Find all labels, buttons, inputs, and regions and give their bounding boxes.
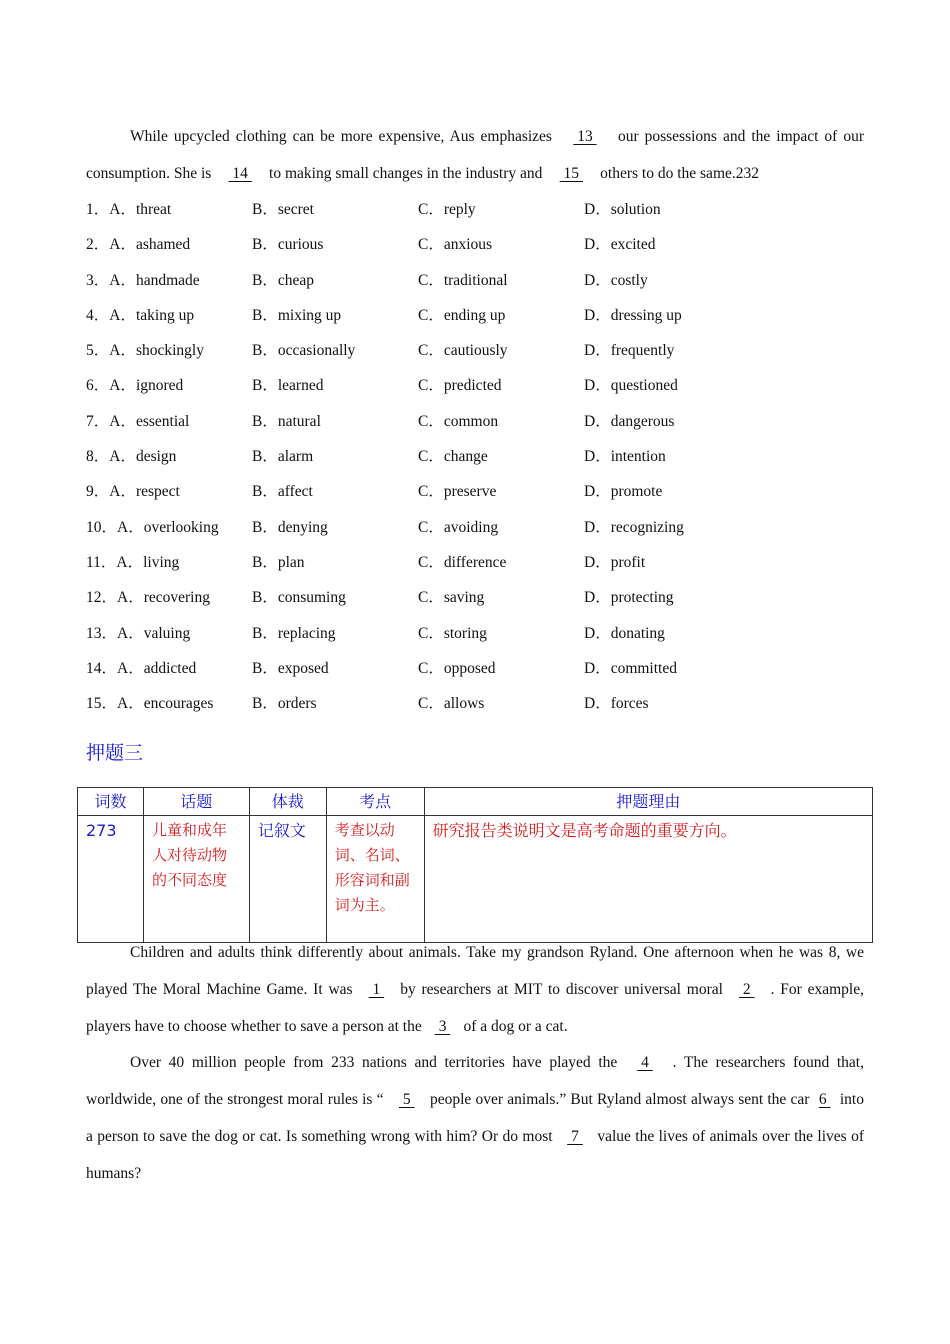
option-c: C．difference [418,553,507,571]
cell-word-count: 273 [78,816,144,943]
option-row [86,192,866,227]
blank-3: 3 [434,1018,451,1035]
option-c: C．predicted [418,377,502,395]
option-b: B．consuming [252,589,346,607]
option-d: D．frequently [584,342,675,360]
option-d: D．committed [584,659,677,677]
cell-reason: 研究报告类说明文是高考命题的重要方向。 [424,816,872,943]
option-c: C．opposed [418,659,496,677]
option-c: C．common [418,412,499,430]
option-row [86,616,866,651]
option-d: D．costly [584,271,648,289]
header-word-count: 词数 [78,788,144,816]
blank-1: 1 [368,981,385,998]
option-b: B．cheap [252,271,314,289]
option-c: C．traditional [418,271,508,289]
option-a: 10．A．overlooking [86,518,219,536]
option-a: 12．A．recovering [86,589,210,607]
passage2-paragraph-1 [86,934,864,1045]
option-b: B．plan [252,553,305,571]
blank-7: 7 [567,1128,583,1145]
option-d: D．forces [584,695,649,713]
option-row [86,368,866,403]
option-c: C．preserve [418,483,497,501]
option-b: B．mixing up [252,306,342,324]
blank-4: 4 [637,1054,653,1071]
option-b: B．secret [252,201,314,218]
option-b: B．denying [252,518,328,536]
blank-6: 6 [818,1091,831,1108]
passage1-text: While upcycled clothing can be more expensive, Aus emphasizes [130,128,558,145]
option-c: C．reply [418,201,476,218]
passage2-text: Over 40 million people from 233 nations and territories have played the [130,1054,625,1071]
option-row [86,439,866,474]
header-reason: 押题理由 [424,788,872,816]
option-c: C．anxious [418,236,493,254]
option-d: D．recognizing [584,518,684,536]
options-list [86,192,866,721]
passage2-text: by researchers at MIT to discover universal moral [394,981,729,998]
option-c: C．avoiding [418,518,499,536]
cell-topic: 儿童和成年人对待动物的不同态度 [143,816,249,943]
option-a: 15．A．encourages [86,695,214,713]
blank-14: 14 [228,165,252,182]
option-d: D．dressing up [584,306,682,324]
option-b: B．learned [252,377,324,395]
passage1-paragraph [86,118,864,192]
option-row [86,298,866,333]
option-a: 14．A．addicted [86,659,197,677]
passage2-paragraph-2 [86,1044,864,1192]
option-d: D．questioned [584,377,678,395]
blank-13: 13 [573,128,597,145]
option-a: 4．A．taking up [86,306,195,324]
option-c: C．change [418,448,488,466]
option-a: 5．A．shockingly [86,342,204,360]
option-b: B．exposed [252,659,329,677]
option-c: C．allows [418,695,485,713]
option-b: B．replacing [252,624,336,642]
option-d: D．dangerous [584,412,675,430]
option-b: B．affect [252,483,313,501]
cell-points: 考查以动词、名词、形容词和副词为主。 [326,816,424,943]
passage2-text: . For example, players have to choose whether to save a person at the [86,981,864,1035]
blank-15: 15 [559,165,583,182]
option-row [86,651,866,686]
passage1-text: others to do the same.232 [596,165,760,182]
option-row [86,263,866,298]
option-d: D．excited [584,236,656,254]
option-row [86,404,866,439]
option-d: D．protecting [584,589,674,607]
option-row [86,580,866,615]
option-b: B．occasionally [252,342,356,360]
option-a: 7．A．essential [86,412,190,430]
passage2-text: . The researchers found that, worldwide, one of the strongest moral rules is “ [86,1054,864,1108]
passage2-text: of a dog or a cat. [459,1018,568,1035]
passage2-text: into a person to save the dog or cat. Is something wrong with him? Or do most [86,1091,864,1145]
option-c: C．ending up [418,306,506,324]
option-b: B．orders [252,695,317,713]
option-a: 2．A．ashamed [86,236,191,254]
option-c: C．saving [418,589,485,607]
option-d: D．intention [584,448,666,466]
option-a: 9．A．respect [86,483,180,501]
option-d: D．promote [584,483,663,501]
option-c: C．cautiously [418,342,508,360]
option-d: D．donating [584,624,665,642]
option-row [86,474,866,509]
header-points: 考点 [326,788,424,816]
option-b: B．curious [252,236,324,254]
option-c: C．storing [418,624,487,642]
table-header-row [78,788,873,816]
header-genre: 体裁 [249,788,326,816]
passage1-text: to making small changes in the industry and [265,165,547,182]
option-a: 3．A．handmade [86,271,200,289]
option-d: D．profit [584,553,646,571]
option-row [86,510,866,545]
blank-5: 5 [399,1091,415,1108]
cell-genre: 记叙文 [249,816,326,943]
passage2-text: value the lives of animals over the lives of humans? [86,1128,864,1182]
option-a: 1．A．threat [86,201,172,218]
section-title: 押题三 [86,742,144,764]
option-b: B．natural [252,412,321,430]
option-row [86,545,866,580]
info-table [77,787,873,943]
option-row [86,333,866,368]
passage1-text: our possessions and the impact of our consumption. She is [86,128,864,182]
option-b: B．alarm [252,448,314,466]
option-a: 8．A．design [86,448,177,466]
blank-2: 2 [739,981,755,998]
header-topic: 话题 [143,788,249,816]
option-a: 11．A．living [86,553,180,571]
option-row [86,227,866,262]
option-a: 13．A．valuing [86,624,191,642]
passage2-text: Children and adults think differently about animals. Take my grandson Ryland. One afternoon when he was 8, we played The Moral Machine Game. It was [86,944,864,998]
table-row [78,816,873,943]
option-d: D．solution [584,201,661,218]
option-a: 6．A．ignored [86,377,184,395]
option-row [86,686,866,721]
passage2-text: people over animals.” But Ryland almost always sent the car [425,1091,814,1108]
